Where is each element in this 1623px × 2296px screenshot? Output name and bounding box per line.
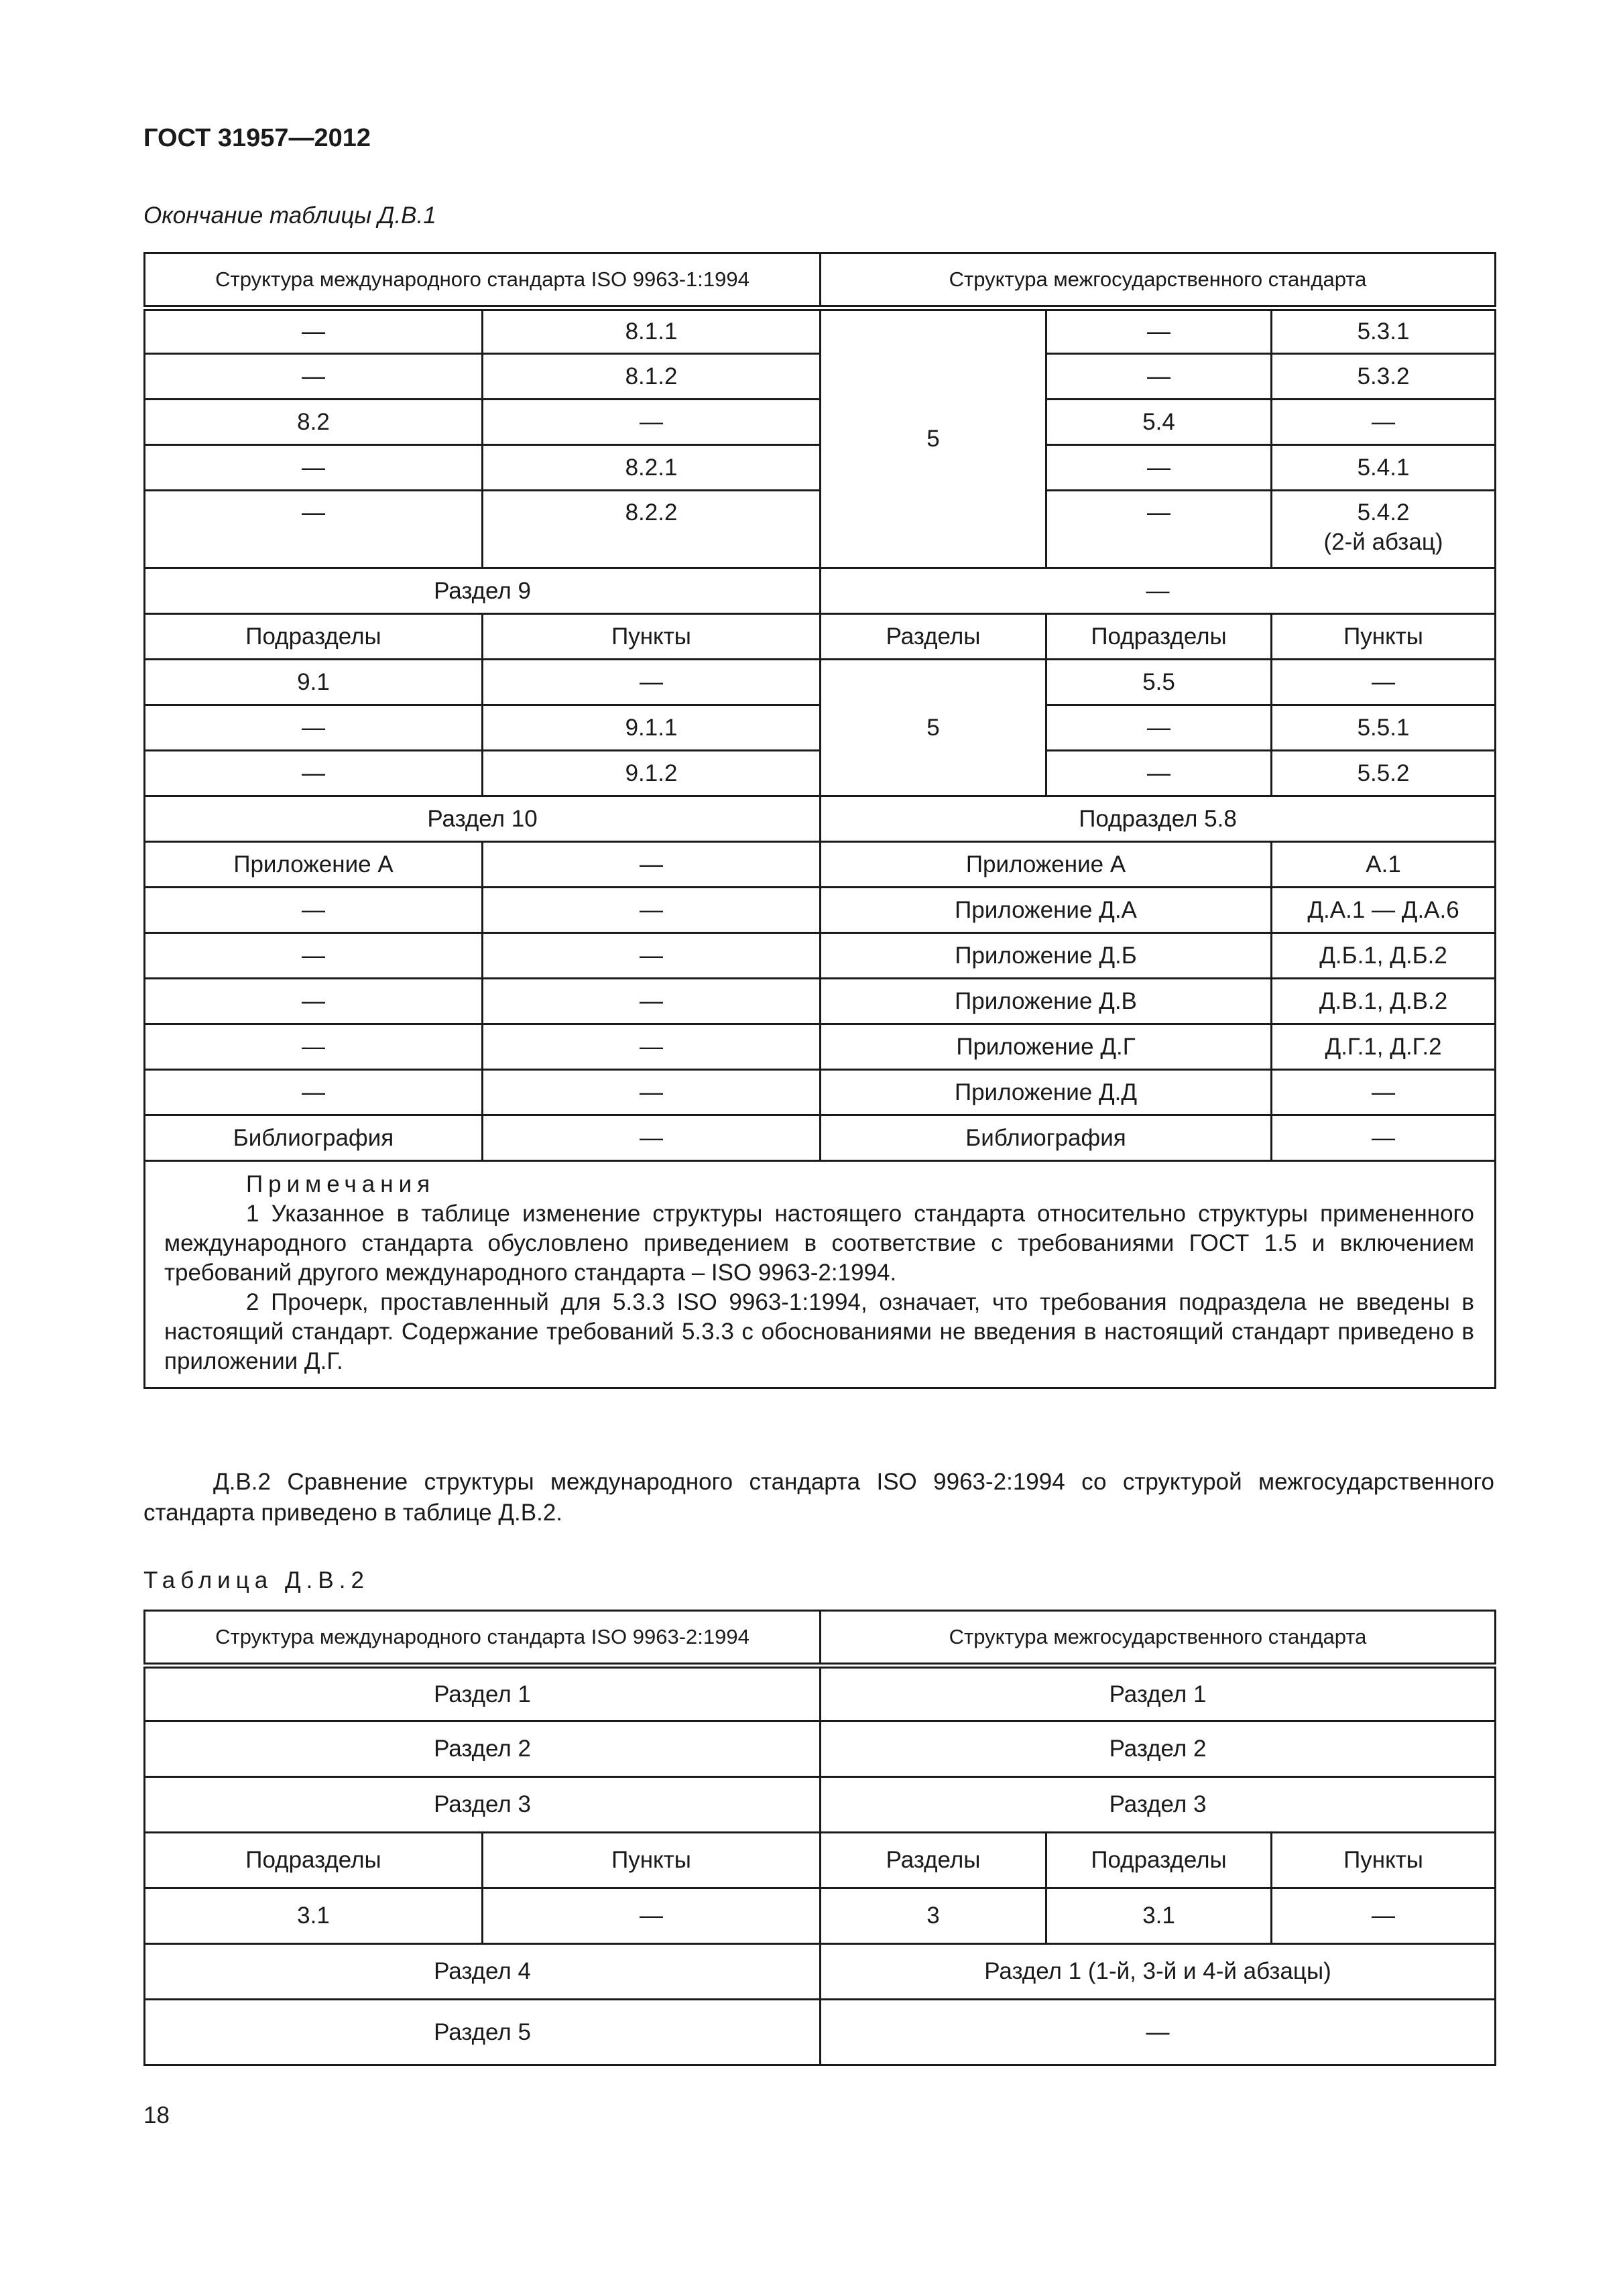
table-cell: 5.4 <box>1046 400 1272 445</box>
subheader-cell: Пункты <box>1272 1833 1496 1888</box>
table-cell: — <box>483 1115 821 1161</box>
table-cell: — <box>145 888 483 933</box>
subheader-cell: Подразделы <box>145 614 483 660</box>
table-cell: — <box>1046 308 1272 354</box>
table-cell: — <box>145 979 483 1024</box>
section-cell: Раздел 1 <box>821 1666 1496 1721</box>
subheader-cell: Подразделы <box>1046 1833 1272 1888</box>
table-cell: — <box>145 1024 483 1070</box>
col-header-interstate: Структура межгосударственного стандарта <box>821 1611 1496 1666</box>
table-cell: 5.5.2 <box>1272 751 1496 796</box>
section-cell: — <box>821 2000 1496 2065</box>
table-cell: — <box>1046 751 1272 796</box>
table-cell: — <box>1046 354 1272 400</box>
table-cell: 8.2.1 <box>483 445 821 491</box>
table-cell: — <box>145 308 483 354</box>
section-cell: Раздел 1 (1-й, 3-й и 4-й абзацы) <box>821 1944 1496 2000</box>
table-cell: — <box>1046 705 1272 751</box>
subheader-cell: Разделы <box>821 1833 1046 1888</box>
table-continuation-caption: Окончание таблицы Д.В.1 <box>143 202 436 229</box>
table-cell: — <box>145 1070 483 1115</box>
subheader-cell: Разделы <box>821 614 1046 660</box>
table-cell: — <box>1046 491 1272 568</box>
table-cell: Приложение Д.А <box>821 888 1272 933</box>
table-cell: — <box>483 933 821 979</box>
table-cell: 8.1.1 <box>483 308 821 354</box>
table-cell: — <box>1272 400 1496 445</box>
table-cell: 3.1 <box>145 1888 483 1944</box>
notes-cell <box>145 1161 1496 1388</box>
table-cell: 9.1.1 <box>483 705 821 751</box>
cell-line-extra: (2-й абзац) <box>1323 529 1443 555</box>
section-cell: Раздел 4 <box>145 1944 821 2000</box>
table-cell: 5.5.1 <box>1272 705 1496 751</box>
table-cell: Д.Б.1, Д.Б.2 <box>1272 933 1496 979</box>
table-cell: — <box>1046 445 1272 491</box>
section-cell: Подраздел 5.8 <box>821 796 1496 842</box>
table-caption: Таблица Д.В.2 <box>143 1567 369 1593</box>
table-cell: — <box>1272 660 1496 705</box>
table-cell: Библиография <box>821 1115 1272 1161</box>
table-cell <box>1272 491 1496 568</box>
table-cell: 5.3.1 <box>1272 308 1496 354</box>
table-cell: Библиография <box>145 1115 483 1161</box>
table-cell: — <box>145 354 483 400</box>
table-cell: — <box>483 660 821 705</box>
table-cell: — <box>145 491 483 568</box>
structure-comparison-table-1 <box>143 252 1496 1389</box>
subheader-cell: Пункты <box>483 1833 821 1888</box>
cell-line: 5.4.2 <box>1357 499 1410 526</box>
page-number: 18 <box>143 2102 170 2128</box>
table-cell: А.1 <box>1272 842 1496 888</box>
merged-section-cell: 5 <box>821 660 1046 796</box>
table-cell: — <box>483 1024 821 1070</box>
table-cell: — <box>483 400 821 445</box>
table-cell: 5.3.2 <box>1272 354 1496 400</box>
table-cell: — <box>483 979 821 1024</box>
table-cell: — <box>483 1888 821 1944</box>
subheader-cell: Пункты <box>1272 614 1496 660</box>
section-cell: Раздел 3 <box>821 1777 1496 1833</box>
table-cell: 8.2 <box>145 400 483 445</box>
table-cell: — <box>483 842 821 888</box>
table-cell: — <box>145 933 483 979</box>
table-cell: — <box>145 751 483 796</box>
merged-section-cell: 5 <box>821 308 1046 568</box>
section-cell: Раздел 5 <box>145 2000 821 2065</box>
subheader-cell: Подразделы <box>1046 614 1272 660</box>
table-cell: — <box>145 705 483 751</box>
col-header-interstate: Структура межгосударственного стандарта <box>821 253 1496 308</box>
table-cell: — <box>1272 1115 1496 1161</box>
section-cell: — <box>821 568 1496 614</box>
table-cell: Приложение А <box>145 842 483 888</box>
col-header-international: Структура международного стандарта ISO 9963-1:1994 <box>145 253 821 308</box>
table-cell: Д.Г.1, Д.Г.2 <box>1272 1024 1496 1070</box>
table-cell: Приложение Д.Б <box>821 933 1272 979</box>
table-cell: 5.5 <box>1046 660 1272 705</box>
table-cell: 9.1.2 <box>483 751 821 796</box>
table-cell: 9.1 <box>145 660 483 705</box>
table-cell: 8.2.2 <box>483 491 821 568</box>
table-cell: — <box>145 445 483 491</box>
table-cell: 3.1 <box>1046 1888 1272 1944</box>
table-cell: 5.4.1 <box>1272 445 1496 491</box>
section-cell: Раздел 2 <box>145 1721 821 1777</box>
table-cell: — <box>1272 1070 1496 1115</box>
table-cell: Приложение Д.Г <box>821 1024 1272 1070</box>
section-cell: Раздел 10 <box>145 796 821 842</box>
notes-heading: Примечания <box>246 1171 436 1197</box>
structure-comparison-table-2 <box>143 1610 1496 2066</box>
table-cell: Д.А.1 — Д.А.6 <box>1272 888 1496 933</box>
table-cell: — <box>483 1070 821 1115</box>
intro-paragraph: Д.В.2 Сравнение структуры международного стандарта ISO 9963-2:1994 со структурой межгосударственного стандарта приведено в таблице Д.В.2. <box>143 1469 1494 1526</box>
table-cell: 3 <box>821 1888 1046 1944</box>
table-cell: Д.В.1, Д.В.2 <box>1272 979 1496 1024</box>
note-2: 2 Прочерк, проставленный для 5.3.3 ISO 9963-1:1994, означает, что требования подраздела не введены в настоящий стандарт. Содержание требований 5.3.3 с обоснованиями не введения в настоящий стандарт приведено в приложении Д.Г. <box>164 1289 1475 1374</box>
table-cell: — <box>1272 1888 1496 1944</box>
note-1: 1 Указанное в таблице изменение структуры настоящего стандарта относительно структуры примененного международного стандарта обусловлено приведением в соответствие с требованиями ГОСТ 1.5 и включением требований другого международного стандарта – ISO 9963-2:1994. <box>164 1201 1475 1286</box>
col-header-international: Структура международного стандарта ISO 9963-2:1994 <box>145 1611 821 1666</box>
table-cell: Приложение А <box>821 842 1272 888</box>
section-cell: Раздел 2 <box>821 1721 1496 1777</box>
table-cell: 8.1.2 <box>483 354 821 400</box>
table-cell: Приложение Д.В <box>821 979 1272 1024</box>
section-cell: Раздел 3 <box>145 1777 821 1833</box>
table-cell: Приложение Д.Д <box>821 1070 1272 1115</box>
section-cell: Раздел 1 <box>145 1666 821 1721</box>
section-cell: Раздел 9 <box>145 568 821 614</box>
table-cell: — <box>483 888 821 933</box>
subheader-cell: Пункты <box>483 614 821 660</box>
subheader-cell: Подразделы <box>145 1833 483 1888</box>
document-code: ГОСТ 31957—2012 <box>143 124 371 152</box>
